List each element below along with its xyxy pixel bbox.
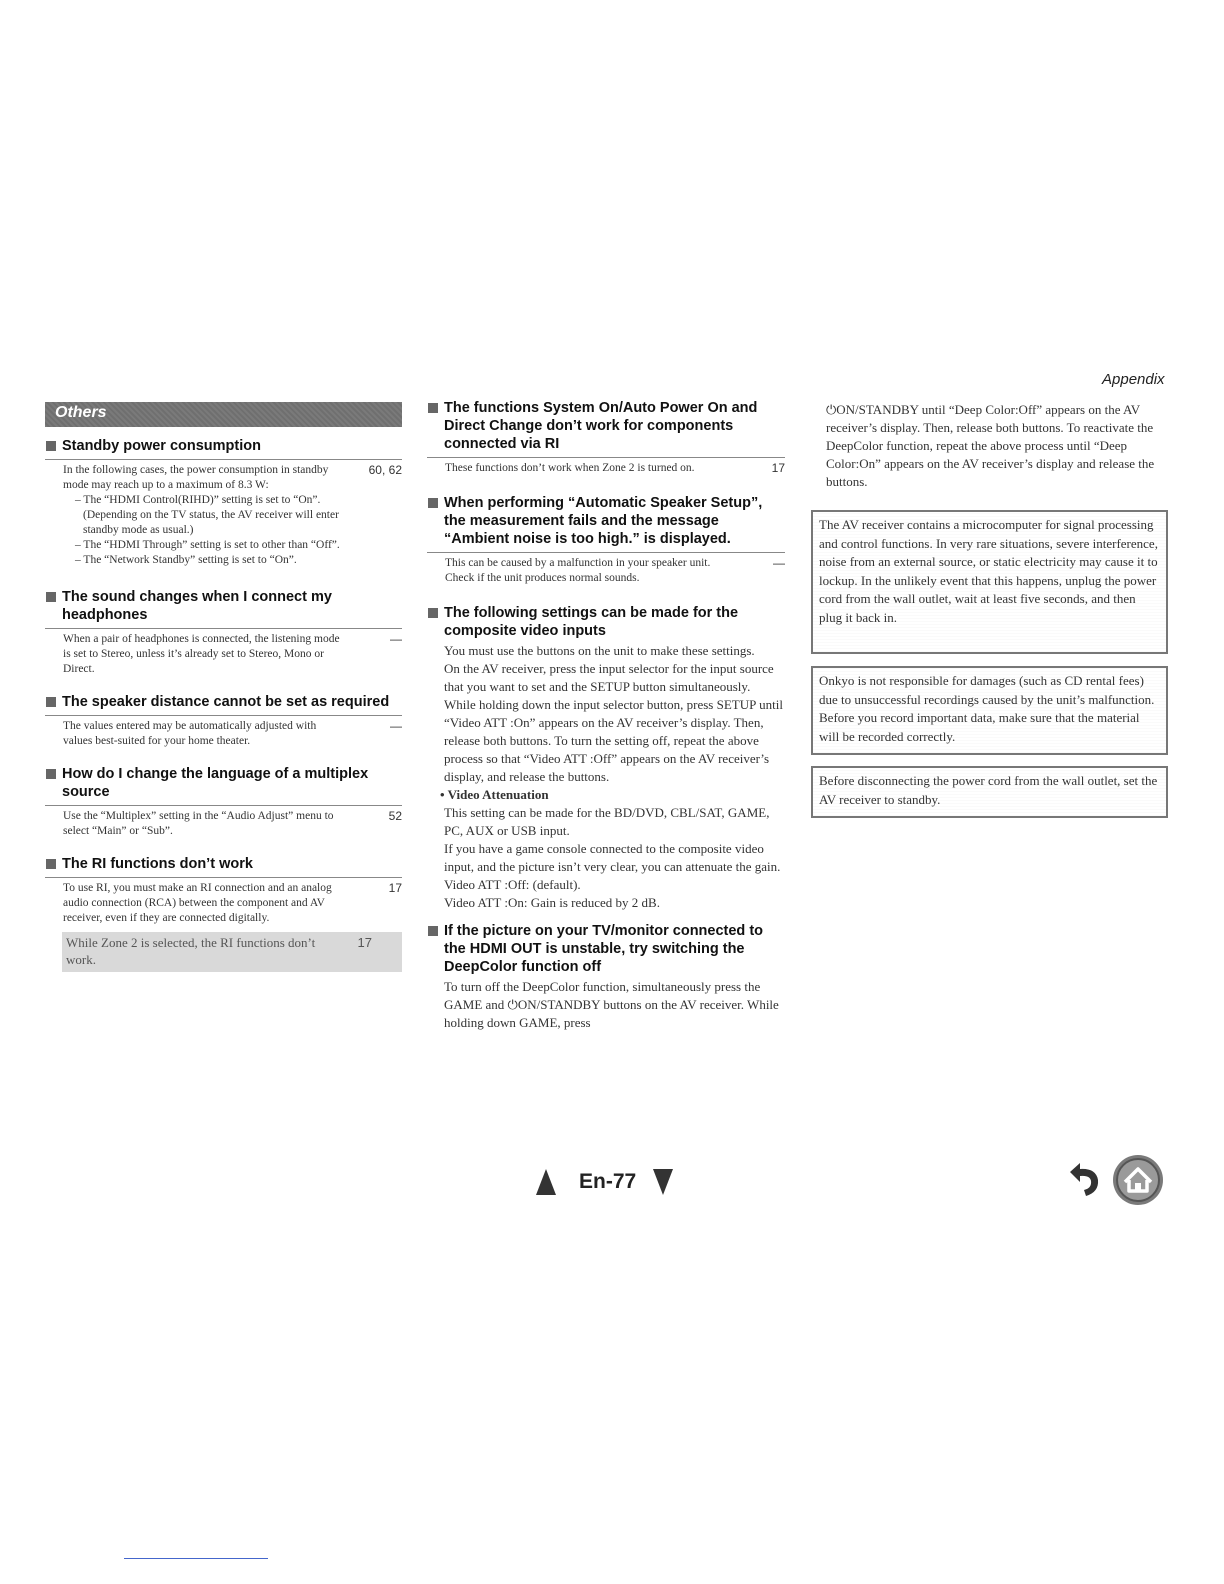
- section-header: [45, 402, 402, 427]
- heading-headphones: The sound changes when I connect my headphones: [45, 588, 402, 624]
- page-ref[interactable]: 17: [357, 935, 372, 950]
- heading-ri: The RI functions don’t work: [45, 855, 402, 873]
- page-ref: —: [390, 632, 402, 646]
- headphones-text: When a pair of headphones is connected, the listening mode is set to Stereo, unless it’s already set to Stereo, Mono or Direct.: [63, 633, 340, 675]
- qa-auto-setup: [427, 494, 785, 586]
- qa-distance: [45, 693, 402, 749]
- heading-auto-setup: When performing “Automatic Speaker Setup”, the measurement fails and the message “Ambient noise is too high.” is displayed.: [427, 494, 785, 548]
- heading-system-on: The functions System On/Auto Power On and Direct Change don’t work for components connected via RI: [427, 399, 785, 453]
- ri-note-text: While Zone 2 is selected, the RI functions don’t work.: [66, 935, 316, 967]
- heading-standby: Standby power consumption: [45, 437, 402, 455]
- auto-setup-text: This can be caused by a malfunction in your speaker unit. Check if the unit produces normal sounds.: [445, 557, 711, 584]
- page-number: En-77: [579, 1170, 637, 1193]
- left-column: [45, 437, 402, 972]
- next-page-down-arrow-icon[interactable]: [652, 1168, 674, 1196]
- composite-p1: You must use the buttons on the unit to make these settings.: [444, 643, 755, 658]
- divider-line: [124, 1558, 268, 1559]
- qa-hdmi: [427, 922, 785, 1032]
- composite-p6: Video ATT :On: Gain is reduced by 2 dB.: [444, 895, 660, 910]
- heading-language: How do I change the language of a multiplex source: [45, 765, 402, 801]
- note-box-microcomputer: The AV receiver contains a microcomputer for signal processing and control functions. In very rare situations, severe interference, noise from an external source, or static electricity may cause it to lockup. In the unlikely event that this happens, unplug the power cord from the wall outlet, wait at least five seconds, and then plug it back in.: [811, 510, 1168, 654]
- page-ref[interactable]: 60, 62: [368, 463, 402, 477]
- page-ref: —: [773, 556, 785, 570]
- page-ref[interactable]: 52: [388, 809, 402, 823]
- composite-p3: This setting can be made for the BD/DVD, CBL/SAT, GAME, PC, AUX or USB input.: [444, 805, 770, 838]
- standby-intro: In the following cases, the power consumption in standby mode may reach up to a maximum of 8.3 W:: [63, 464, 329, 491]
- previous-page-up-arrow-icon[interactable]: [535, 1168, 557, 1196]
- hdmi-text: To turn off the DeepColor function, simultaneously press the GAME and ⏻ON/STANDBY buttons on the AV receiver. While holding down GAME, press: [444, 979, 779, 1030]
- section-title: Others: [55, 404, 107, 421]
- home-icon[interactable]: [1110, 1153, 1166, 1207]
- qa-headphones: [45, 588, 402, 677]
- standby-item: – The “HDMI Control(RIHD)” setting is set to “On”. (Depending on the TV status, the AV receiver will enter standby mode as usual.): [75, 494, 339, 536]
- page-ref[interactable]: 17: [388, 881, 402, 895]
- system-on-text: These functions don’t work when Zone 2 is turned on.: [445, 462, 695, 474]
- standby-item: – The “HDMI Through” setting is set to other than “Off”.: [75, 539, 340, 551]
- qa-ri: [45, 855, 402, 972]
- note-box-standby: Before disconnecting the power cord from the wall outlet, set the AV receiver to standby.: [811, 766, 1168, 818]
- middle-column: [427, 399, 785, 1032]
- heading-composite: The following settings can be made for the composite video inputs: [427, 604, 785, 640]
- ri-text: To use RI, you must make an RI connection and an analog audio connection (RCA) between the component and AV receiver, even if they are connected digitally.: [63, 882, 332, 924]
- bullet-video-attenuation: • Video Attenuation: [440, 787, 549, 802]
- page-ref: —: [390, 719, 402, 733]
- right-continued-text: ⏻ON/STANDBY until “Deep Color:Off” appears on the AV receiver’s display. Then, release both buttons. To reactivate the DeepColor function, repeat the above process until “Deep Color:On” appears on the AV receiver’s display and release the buttons.: [826, 402, 1155, 489]
- ri-note: [62, 932, 402, 972]
- back-arrow-icon[interactable]: [1062, 1158, 1106, 1200]
- qa-standby: [45, 437, 402, 568]
- language-text: Use the “Multiplex” setting in the “Audio Adjust” menu to select “Main” or “Sub”.: [63, 810, 334, 837]
- distance-text: The values entered may be automatically adjusted with values best-suited for your home theater.: [63, 720, 317, 747]
- qa-system-on: [427, 399, 785, 476]
- heading-distance: The speaker distance cannot be set as required: [45, 693, 402, 711]
- qa-composite: [427, 604, 785, 912]
- composite-p4: If you have a game console connected to the composite video input, and the picture isn’t very clear, you can attenuate the gain.: [444, 841, 781, 874]
- appendix-label: Appendix: [1102, 371, 1165, 388]
- standby-item: – The “Network Standby” setting is set to “On”.: [75, 554, 297, 566]
- composite-p2: On the AV receiver, press the input selector for the input source that you want to set and the SETUP button simultaneously. While holding down the input selector button, press SETUP until “Video ATT :On” appears on the AV receiver’s display. Then, release both buttons. To turn the setting off, repeat the above process so that “Video ATT :Off” appears on the AV receiver’s display, and release the buttons.: [444, 661, 783, 784]
- note-box-responsibility: Onkyo is not responsible for damages (such as CD rental fees) due to unsuccessful recordings caused by the unit’s malfunction. Before you record important data, make sure that the material will be recorded correctly.: [811, 666, 1168, 755]
- heading-hdmi: If the picture on your TV/monitor connected to the HDMI OUT is unstable, try switching the DeepColor function off: [427, 922, 785, 976]
- page-ref[interactable]: 17: [771, 461, 785, 475]
- qa-language: [45, 765, 402, 839]
- composite-p5: Video ATT :Off: (default).: [444, 877, 581, 892]
